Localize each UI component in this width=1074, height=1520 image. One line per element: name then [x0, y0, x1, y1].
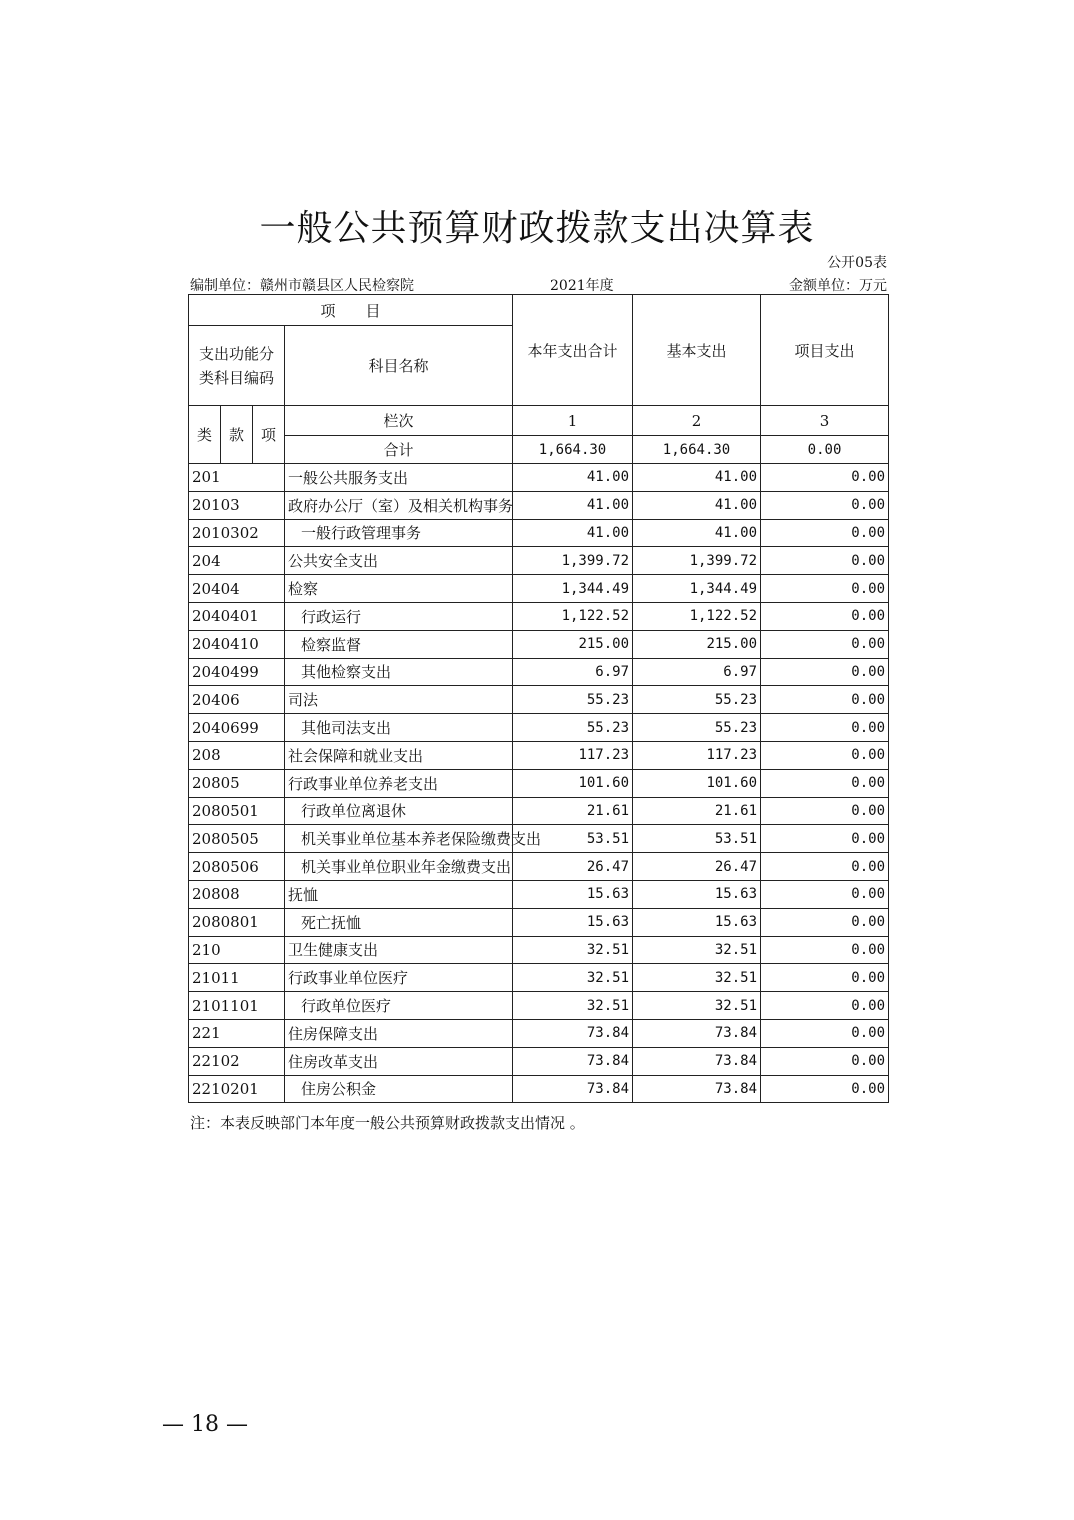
table-row: [189, 936, 889, 964]
row-basic: 55.23: [633, 714, 761, 742]
row-subject-name: 其他司法支出: [285, 714, 513, 742]
row-subject-name: 政府办公厅（室）及相关机构事务: [285, 491, 513, 519]
row-project: 0.00: [761, 992, 889, 1020]
row-code: 2010302: [189, 519, 285, 547]
row-total: 32.51: [513, 964, 633, 992]
row-total: 101.60: [513, 769, 633, 797]
total-project: 0.00: [761, 436, 889, 464]
row-basic: 32.51: [633, 964, 761, 992]
table-row: [189, 491, 889, 519]
row-basic: 73.84: [633, 1047, 761, 1075]
row-basic: 41.00: [633, 464, 761, 492]
table-row: [189, 630, 889, 658]
table-row: [189, 1019, 889, 1047]
fiscal-year: 2021年度: [550, 278, 614, 294]
row-basic: 215.00: [633, 630, 761, 658]
row-subject-name: 一般行政管理事务: [285, 519, 513, 547]
row-basic: 15.63: [633, 880, 761, 908]
row-total: 117.23: [513, 741, 633, 769]
row-project: 0.00: [761, 797, 889, 825]
header-project: 项 目: [189, 295, 513, 326]
row-project: 0.00: [761, 908, 889, 936]
page-title: 一般公共预算财政拨款支出决算表: [259, 208, 815, 249]
row-project: 0.00: [761, 464, 889, 492]
table-row: [189, 769, 889, 797]
row-code: 2040699: [189, 714, 285, 742]
row-basic: 41.00: [633, 519, 761, 547]
row-project: 0.00: [761, 1047, 889, 1075]
compiling-unit: 编制单位：赣州市赣县区人民检察院: [190, 278, 414, 294]
row-project: 0.00: [761, 602, 889, 630]
row-total: 41.00: [513, 491, 633, 519]
row-total: 32.51: [513, 936, 633, 964]
row-basic: 1,344.49: [633, 575, 761, 603]
row-total: 15.63: [513, 880, 633, 908]
row-subject-name: 死亡抚恤: [285, 908, 513, 936]
row-total: 215.00: [513, 630, 633, 658]
row-subject-name: 社会保障和就业支出: [285, 741, 513, 769]
row-project: 0.00: [761, 936, 889, 964]
row-basic: 6.97: [633, 658, 761, 686]
row-total: 1,122.52: [513, 602, 633, 630]
row-code: 208: [189, 741, 285, 769]
header-lei: 类: [189, 406, 221, 464]
table-row: [189, 853, 889, 881]
row-code: 21011: [189, 964, 285, 992]
header-xiang: 项: [253, 406, 285, 464]
row-code: 20404: [189, 575, 285, 603]
table-row: [189, 575, 889, 603]
page-number: — 18 —: [162, 1412, 248, 1437]
header-lanci: 栏次: [285, 406, 513, 436]
total-basic: 1,664.30: [633, 436, 761, 464]
row-code: 201: [189, 464, 285, 492]
table-row: [189, 880, 889, 908]
row-project: 0.00: [761, 686, 889, 714]
row-subject-name: 公共安全支出: [285, 547, 513, 575]
row-project: 0.00: [761, 491, 889, 519]
row-basic: 41.00: [633, 491, 761, 519]
row-code: 2080505: [189, 825, 285, 853]
header-kuan: 款: [221, 406, 253, 464]
header-func-code: 支出功能分类科目编码: [189, 326, 285, 406]
col-number-3: 3: [761, 406, 889, 436]
row-project: 0.00: [761, 1075, 889, 1103]
row-code: 2040410: [189, 630, 285, 658]
row-code: 22102: [189, 1047, 285, 1075]
row-code: 210: [189, 936, 285, 964]
row-basic: 73.84: [633, 1075, 761, 1103]
row-code: 20406: [189, 686, 285, 714]
row-total: 73.84: [513, 1047, 633, 1075]
row-code: 2040401: [189, 602, 285, 630]
row-basic: 32.51: [633, 936, 761, 964]
row-total: 32.51: [513, 992, 633, 1020]
row-subject-name: 行政事业单位养老支出: [285, 769, 513, 797]
row-code: 2080506: [189, 853, 285, 881]
table-row: [189, 547, 889, 575]
row-project: 0.00: [761, 825, 889, 853]
row-total: 15.63: [513, 908, 633, 936]
row-subject-name: 住房公积金: [285, 1075, 513, 1103]
row-subject-name: 卫生健康支出: [285, 936, 513, 964]
header-subject-name: 科目名称: [285, 326, 513, 406]
table-row: [189, 464, 889, 492]
row-basic: 32.51: [633, 992, 761, 1020]
header-total: 本年支出合计: [513, 295, 633, 406]
table-row: [189, 825, 889, 853]
row-code: 204: [189, 547, 285, 575]
row-total: 21.61: [513, 797, 633, 825]
row-total: 1,344.49: [513, 575, 633, 603]
row-total: 73.84: [513, 1075, 633, 1103]
row-code: 2040499: [189, 658, 285, 686]
table-row: [189, 1075, 889, 1103]
row-project: 0.00: [761, 575, 889, 603]
row-code: 221: [189, 1019, 285, 1047]
table-row: [189, 964, 889, 992]
table-code: 公开05表: [827, 255, 887, 271]
row-total: 53.51: [513, 825, 633, 853]
row-subject-name: 检察: [285, 575, 513, 603]
row-project: 0.00: [761, 714, 889, 742]
row-total: 41.00: [513, 464, 633, 492]
row-basic: 73.84: [633, 1019, 761, 1047]
amount-unit: 金额单位：万元: [789, 278, 887, 294]
row-basic: 1,399.72: [633, 547, 761, 575]
row-code: 2101101: [189, 992, 285, 1020]
row-subject-name: 检察监督: [285, 630, 513, 658]
row-project: 0.00: [761, 853, 889, 881]
row-basic: 101.60: [633, 769, 761, 797]
row-total: 55.23: [513, 686, 633, 714]
row-total: 6.97: [513, 658, 633, 686]
row-total: 73.84: [513, 1019, 633, 1047]
row-project: 0.00: [761, 880, 889, 908]
row-project: 0.00: [761, 769, 889, 797]
header-project-exp: 项目支出: [761, 295, 889, 406]
row-basic: 1,122.52: [633, 602, 761, 630]
row-basic: 26.47: [633, 853, 761, 881]
row-subject-name: 抚恤: [285, 880, 513, 908]
row-subject-name: 住房保障支出: [285, 1019, 513, 1047]
row-total: 41.00: [513, 519, 633, 547]
row-total: 55.23: [513, 714, 633, 742]
row-code: 20805: [189, 769, 285, 797]
table-row: [189, 797, 889, 825]
table-row: [189, 741, 889, 769]
row-project: 0.00: [761, 964, 889, 992]
row-code: 20808: [189, 880, 285, 908]
total-sum: 1,664.30: [513, 436, 633, 464]
col-number-1: 1: [513, 406, 633, 436]
row-subject-name: 其他检察支出: [285, 658, 513, 686]
row-basic: 21.61: [633, 797, 761, 825]
row-subject-name: 机关事业单位基本养老保险缴费支出: [285, 825, 513, 853]
row-basic: 117.23: [633, 741, 761, 769]
row-basic: 15.63: [633, 908, 761, 936]
col-number-2: 2: [633, 406, 761, 436]
expenditure-table: [188, 294, 889, 1103]
row-subject-name: 行政单位离退休: [285, 797, 513, 825]
row-code: 2080501: [189, 797, 285, 825]
row-basic: 55.23: [633, 686, 761, 714]
row-subject-name: 行政运行: [285, 602, 513, 630]
table-row: [189, 686, 889, 714]
row-code: 2080801: [189, 908, 285, 936]
table-row: [189, 714, 889, 742]
row-project: 0.00: [761, 547, 889, 575]
header-basic: 基本支出: [633, 295, 761, 406]
row-subject-name: 行政事业单位医疗: [285, 964, 513, 992]
table-row: [189, 658, 889, 686]
row-subject-name: 司法: [285, 686, 513, 714]
total-label: 合计: [285, 436, 513, 464]
row-project: 0.00: [761, 1019, 889, 1047]
row-total: 1,399.72: [513, 547, 633, 575]
table-body: [189, 464, 889, 1103]
row-project: 0.00: [761, 658, 889, 686]
row-project: 0.00: [761, 741, 889, 769]
table-row: [189, 908, 889, 936]
table-note: 注：本表反映部门本年度一般公共预算财政拨款支出情况 。: [190, 1114, 585, 1132]
table-row: [189, 992, 889, 1020]
table-row: [189, 519, 889, 547]
row-code: 2210201: [189, 1075, 285, 1103]
row-code: 20103: [189, 491, 285, 519]
table-row: [189, 1047, 889, 1075]
row-subject-name: 住房改革支出: [285, 1047, 513, 1075]
table-row: [189, 602, 889, 630]
row-project: 0.00: [761, 519, 889, 547]
row-total: 26.47: [513, 853, 633, 881]
row-project: 0.00: [761, 630, 889, 658]
row-basic: 53.51: [633, 825, 761, 853]
row-subject-name: 行政单位医疗: [285, 992, 513, 1020]
row-subject-name: 机关事业单位职业年金缴费支出: [285, 853, 513, 881]
row-subject-name: 一般公共服务支出: [285, 464, 513, 492]
